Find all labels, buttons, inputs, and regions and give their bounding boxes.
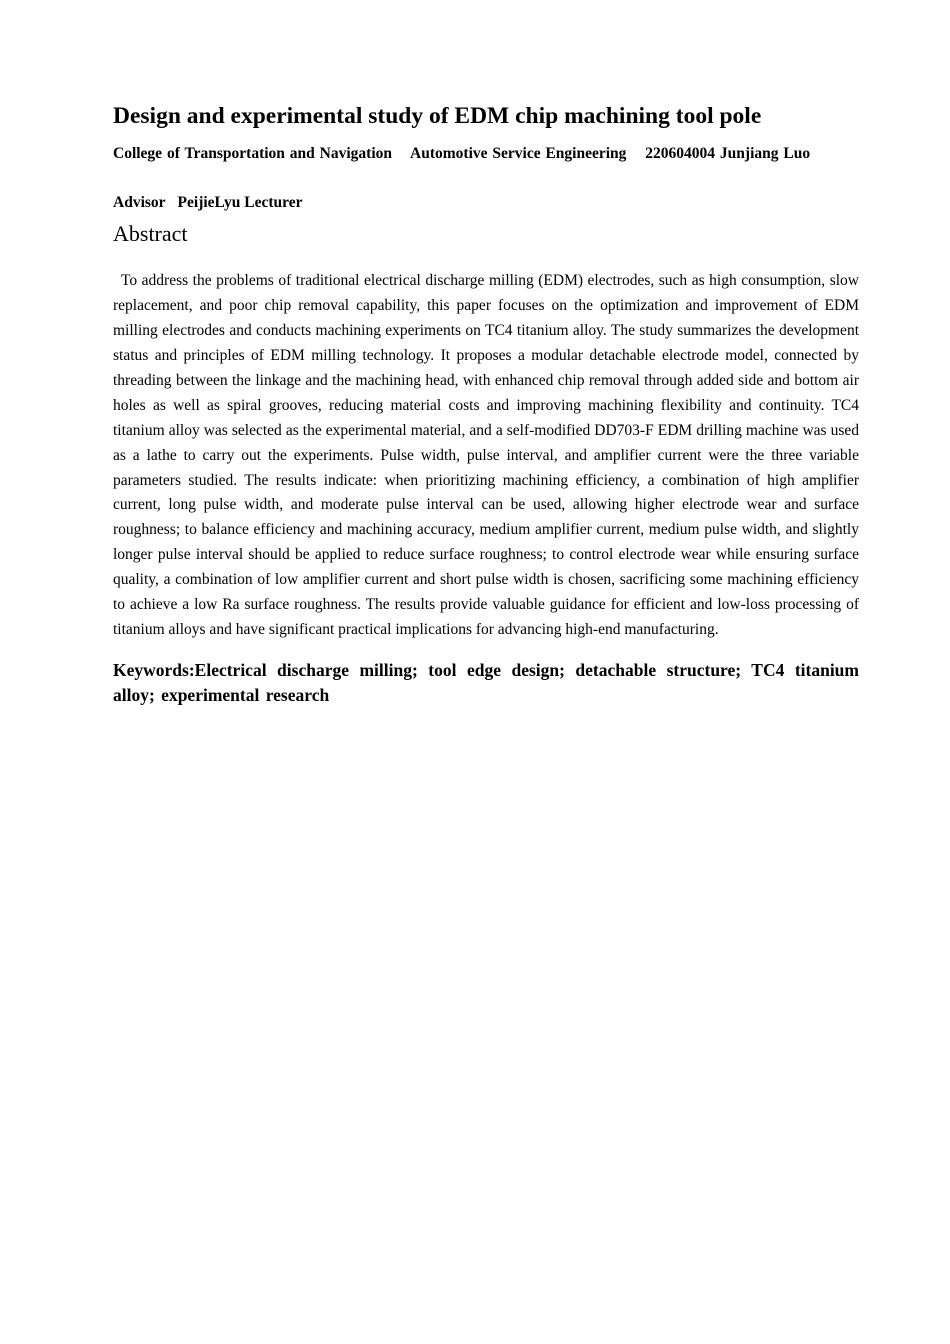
author-college: College of Transportation and Navigation	[113, 145, 392, 162]
author-line	[113, 141, 859, 166]
abstract-body: To address the problems of traditional electrical discharge milling (EDM) electrodes, such as high consumption, slow replacement, and poor chip removal capability, this paper focuses on the optimization and improvement of EDM milling electrodes and conducts machining experiments on TC4 titanium alloy. The study summarizes the development status and principles of EDM milling technology. It proposes a modular detachable electrode model, connected by threading between the linkage and the machining head, with enhanced chip removal through added side and bottom air holes as well as spiral grooves, reducing material costs and improving machining flexibility and continuity. TC4 titanium alloy was selected as the experimental material, and a self-modified DD703-F EDM drilling machine was used as a lathe to carry out the experiments. Pulse width, pulse interval, and amplifier current were the three variable parameters studied. The results indicate: when prioritizing machining efficiency, a combination of high amplifier current, long pulse width, and moderate pulse interval can be used, allowing higher electrode wear and surface roughness; to balance efficiency and machining accuracy, medium amplifier current, medium pulse width, and slightly longer pulse interval should be applied to reduce surface roughness; to control electrode wear while ensuring surface quality, a combination of low amplifier current and short pulse width is chosen, sacrificing some machining efficiency to achieve a low Ra surface roughness. The results provide valuable guidance for efficient and low-loss processing of titanium alloys and have significant practical implications for advancing high-end manufacturing.	[113, 272, 859, 638]
advisor-label: Advisor	[113, 194, 166, 211]
document-title: Design and experimental study of EDM chip machining tool pole	[113, 103, 762, 129]
author-major: Automotive Service Engineering	[410, 145, 627, 162]
document-content	[113, 100, 859, 708]
author-student-id: 220604004	[645, 145, 716, 162]
advisor-line	[113, 190, 859, 215]
advisor-name: PeijieLyu Lecturer	[177, 194, 303, 211]
author-name: Junjiang Luo	[719, 145, 811, 162]
keywords-line: Keywords:Electrical discharge milling; tool edge design; detachable structure; TC4 titanium alloy; experimental research	[113, 660, 859, 706]
abstract-heading: Abstract	[113, 221, 188, 246]
